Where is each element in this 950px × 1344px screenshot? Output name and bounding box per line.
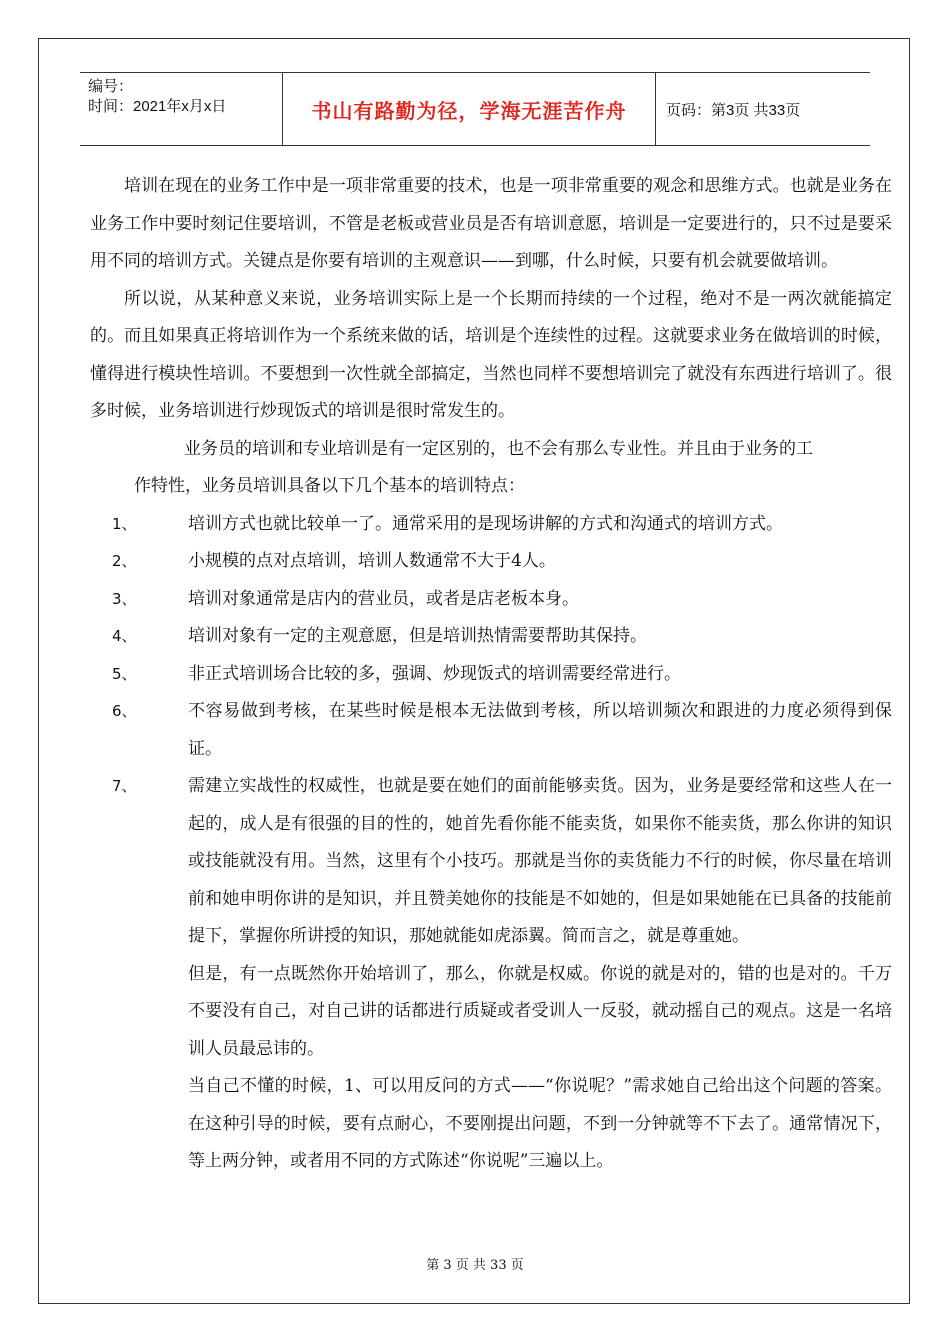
document-date: 时间：2021年x月x日 [88, 98, 227, 115]
header-motto: 书山有路勤为径，学海无涯苦作舟 [283, 73, 656, 145]
intro-text-2: 作特性，业务员培训具备以下几个基本的培训特点： [134, 476, 525, 496]
list-item [90, 506, 892, 544]
header-meta [80, 73, 283, 145]
list-text: 需建立实战性的权威性，也就是要在她们的面前能够卖货。因为，业务是要经常和这些人在一起的，成人是有很强的目的性的，她首先看你能不能卖货，如果你不能卖货，那么你讲的知识或技能就没有用。当然，这里有个小技巧。那就是当你的卖货能力不行的时候，你尽量在培训前和她申明你讲的是知识，并且赞美她你的技能是不如她的，但是如果她能在已具备的技能前提下，掌握你所讲授的知识，那她就能如虎添翼。简而言之，就是尊重她。 [188, 776, 892, 946]
list-item [90, 543, 892, 581]
list-number: 5、 [112, 664, 137, 683]
list-number: 4、 [112, 627, 137, 645]
list-text: 不容易做到考核，在某些时候是根本无法做到考核，所以培训频次和跟进的力度必须得到保证。 [188, 701, 892, 759]
sub-paragraph-1: 但是，有一点既然你开始培训了，那么，你就是权威。你说的就是对的，错的也是对的。千万不要没有自己，对自己讲的话都进行质疑或者受训人一反驳，就动摇自己的观点。这是一名培训人员最忌讳的。 [188, 963, 892, 1059]
list-text: 培训对象通常是店内的营业员，或者是店老板本身。 [188, 588, 579, 609]
list-number: 3、 [112, 589, 137, 608]
paragraph-1: 培训在现在的业务工作中是一项非常重要的技术，也是一项非常重要的观念和思维方式。也就是业务在业务工作中要时刻记住要培训，不管是老板或营业员是否有培训意愿，培训是一定要进行的，只不过是要采用不同的培训方式。关键点是你要有培训的主观意识——到哪，什么时候，只要有机会就要做培训。 [90, 176, 892, 271]
document-body [90, 168, 892, 1181]
list-item [90, 656, 892, 694]
sub-paragraph-2: 当自己不懂的时候，1、可以用反问的方式——“你说呢？”需求她自己给出这个问题的答案。在这种引导的时候，要有点耐心，不要刚提出问题，不到一分钟就等不下去了。通常情况下，等上两分钟，或者用不同的方式陈述“你说呢”三遍以上。 [188, 1076, 892, 1171]
list-item [90, 768, 892, 956]
intro-text-1: 业务员的培训和专业培训是有一定区别的，也不会有那么专业性。并且由于业务的工 [184, 438, 813, 459]
document-header [80, 72, 870, 146]
list-number: 1、 [112, 514, 137, 533]
page-footer: 第 3 页 共 33 页 [426, 1258, 524, 1273]
list-text: 小规模的点对点培训，培训人数通常不大于4人。 [188, 551, 556, 571]
list-item [90, 693, 892, 768]
intro-line-1 [90, 431, 892, 469]
header-page-info: 页码：第3页 共33页 [666, 101, 801, 119]
document-code: 编号： [88, 78, 134, 95]
list-text: 非正式培训场合比较的多，强调、炒现饭式的培训需要经常进行。 [188, 663, 681, 684]
intro-line-2 [90, 468, 892, 506]
list-number: 6、 [112, 702, 137, 720]
list-text: 培训对象有一定的主观意愿，但是培训热情需要帮助其保持。 [188, 626, 647, 646]
list-item [90, 581, 892, 619]
list-text: 培训方式也就比较单一了。通常采用的是现场讲解的方式和沟通式的培训方式。 [188, 513, 783, 534]
list-number: 7、 [112, 777, 137, 795]
list-number: 2、 [112, 552, 137, 570]
paragraph-2: 所以说，从某种意义来说，业务培训实际上是一个长期而持续的一个过程，绝对不是一两次就能搞定的。而且如果真正将培训作为一个系统来做的话，培训是个连续性的过程。这就要求业务在做培训的时候，懂得进行模块性培训。不要想到一次性就全部搞定，当然也同样不要想培训完了就没有东西进行培训了。很多时候，业务培训进行炒现饭式的培训是很时常发生的。 [90, 288, 892, 421]
list-item [90, 618, 892, 656]
